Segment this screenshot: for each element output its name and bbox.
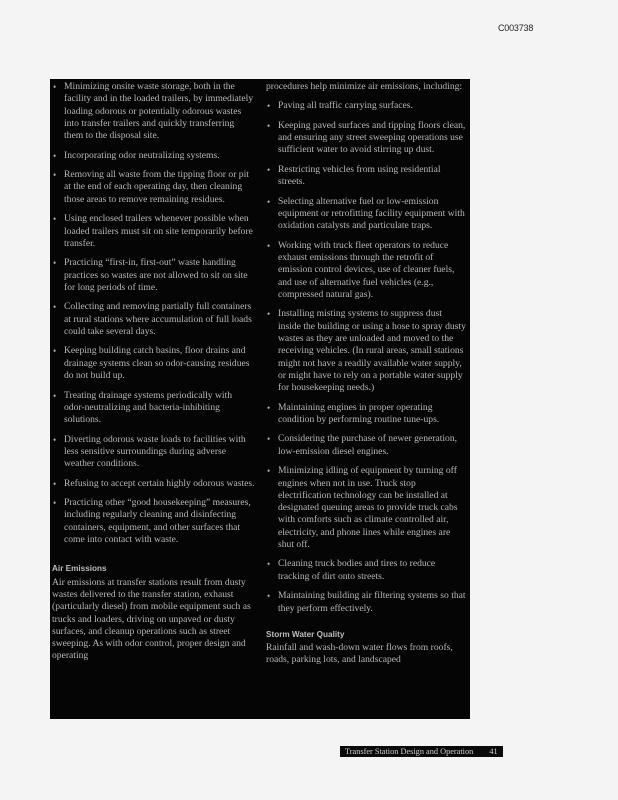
bullet-icon: • xyxy=(267,101,271,112)
bullet-icon: • xyxy=(53,302,57,313)
left-column xyxy=(52,81,255,663)
bullet-text: Installing misting systems to suppress dust inside the building or using a hose to spray dusty wastes as they are unloaded and moved to the receiving vehicles. (In rural areas, small stations might not have a readily available water supply, or might have to rely on a portable water supply for housekeeping needs.) xyxy=(278,308,466,394)
air-emissions-list xyxy=(266,100,467,615)
bullet-item xyxy=(266,164,467,189)
bullet-icon: • xyxy=(267,309,271,320)
air-emissions-heading: Air Emissions xyxy=(52,564,107,574)
bullet-icon: • xyxy=(267,434,271,445)
bullet-item xyxy=(52,434,255,471)
bullet-icon: • xyxy=(53,434,57,445)
bullet-text: Selecting alternative fuel or low-emission equipment or retrofitting facility equipment with oxidation catalysts and particulate traps. xyxy=(278,195,465,232)
bullet-icon: • xyxy=(267,559,271,570)
bullet-item xyxy=(52,301,255,338)
right-column xyxy=(266,81,467,667)
bullet-text: Minimizing idling of equipment by turning off engines when not in use. Truck stop electrification technology can be installed at designated queuing areas to provide truck cabs with comforts such as climate controlled air, electricity, and phone lines while engines are shut off. xyxy=(278,465,458,550)
bullet-icon: • xyxy=(53,258,57,269)
bullet-item xyxy=(266,120,467,157)
footer-title: Transfer Station Design and Operation xyxy=(345,747,474,756)
storm-water-text: Rainfall and wash-down water flows from roofs, roads, parking lots, and landscaped xyxy=(266,642,453,666)
page-number: 41 xyxy=(489,747,498,756)
bullet-icon: • xyxy=(267,240,271,251)
bullet-text: Keeping building catch basins, floor drains and drainage systems clean so odor-causing residues do not build up. xyxy=(64,345,250,382)
bullet-icon: • xyxy=(53,214,57,225)
bullet-item xyxy=(52,390,255,427)
bullet-text: Paving all traffic carrying surfaces. xyxy=(278,100,413,112)
bullet-text: Minimizing onsite waste storage, both in the facility and in the loaded trailers, by immediately loading odorous or potentially odorous wastes into transfer trailers and quickly transferring them to the disposal site. xyxy=(64,81,254,142)
bullet-text: Collecting and removing partially full containers at rural stations where accumulation of full loads could take several days. xyxy=(64,301,252,337)
odor-control-list xyxy=(52,81,255,546)
bullet-item xyxy=(266,240,467,301)
page-footer xyxy=(340,746,503,757)
bullet-text: Maintaining engines in proper operating condition by performing routine tune-ups. xyxy=(278,401,440,425)
bullet-text: Practicing other “good housekeeping” measures, including regularly cleaning and disinfecting containers, equipment, and other surfaces that come into contact with waste. xyxy=(64,497,251,546)
bullet-text: Considering the purchase of newer generation, low-emission diesel engines. xyxy=(278,433,458,457)
bullet-item xyxy=(266,196,467,233)
air-emissions-text: Air emissions at transfer stations result from dusty wastes delivered to the transfer station, exhaust (particularly diesel) from mobile equipment such as trucks and loaders, driving on unpaved or dusty surfaces, and cleanup operations such as street sweeping. As with odor control, proper design and operating xyxy=(52,576,251,662)
bullet-item xyxy=(266,558,467,583)
content-panel xyxy=(50,79,470,719)
bullet-icon: • xyxy=(267,196,271,207)
bullet-text: Cleaning truck bodies and tires to reduce tracking of dirt onto streets. xyxy=(278,558,436,582)
bullet-text: Using enclosed trailers whenever possible when loaded trailers must sit on site temporarily before transfer. xyxy=(64,213,253,249)
bullet-item xyxy=(52,150,255,162)
bullet-item xyxy=(52,213,255,250)
bullet-item xyxy=(52,478,255,490)
bullet-item xyxy=(266,308,467,394)
bullet-item xyxy=(52,169,255,206)
bullet-item xyxy=(52,497,255,546)
bullet-icon: • xyxy=(53,150,57,161)
bullet-item xyxy=(266,100,467,112)
bullet-icon: • xyxy=(267,120,271,131)
bullet-text: Keeping paved surfaces and tipping floors clean, and ensuring any street sweeping operations use sufficient water to avoid stirring up dust. xyxy=(278,119,466,156)
bullet-icon: • xyxy=(53,82,57,92)
bullet-icon: • xyxy=(267,466,271,477)
bullet-text: Working with truck fleet operators to reduce exhaust emissions through the retrofit of emission control devices, use of cleaner fuels, and use of alternative fuel vehicles (e.g., compressed natural gas). xyxy=(278,239,455,300)
bullet-text: Incorporating odor neutralizing systems. xyxy=(64,149,220,161)
bullet-icon: • xyxy=(53,346,57,357)
bullet-text: Refusing to accept certain highly odorous wastes. xyxy=(64,477,255,489)
storm-water-heading: Storm Water Quality xyxy=(266,629,345,639)
document-id: C003738 xyxy=(498,23,534,33)
bullet-text: Maintaining building air filtering systems so that they perform effectively. xyxy=(278,590,466,614)
bullet-item xyxy=(266,465,467,551)
right-intro: procedures help minimize air emissions, including: xyxy=(266,81,463,92)
bullet-item xyxy=(52,257,255,294)
bullet-icon: • xyxy=(53,390,57,401)
bullet-text: Removing all waste from the tipping floor or pit at the end of each operating day, then cleaning those areas to remove remaining residues. xyxy=(64,169,249,205)
bullet-item xyxy=(52,81,255,142)
bullet-item xyxy=(266,433,467,458)
bullet-item xyxy=(266,590,467,615)
bullet-icon: • xyxy=(267,164,271,175)
bullet-text: Treating drainage systems periodically with odor-neutralizing and bacteria-inhibiting solutions. xyxy=(64,389,233,426)
bullet-icon: • xyxy=(267,402,271,413)
bullet-text: Practicing “first-in, first-out” waste handling practices so wastes are not allowed to sit on site for long periods of time. xyxy=(64,257,248,293)
bullet-icon: • xyxy=(53,170,57,181)
bullet-item xyxy=(52,345,255,382)
bullet-icon: • xyxy=(53,498,57,509)
bullet-text: Restricting vehicles from using residential streets. xyxy=(278,163,441,188)
bullet-icon: • xyxy=(267,591,271,602)
bullet-icon: • xyxy=(53,478,57,489)
bullet-text: Diverting odorous waste loads to facilities with less sensitive surroundings during adverse weather conditions. xyxy=(64,433,246,470)
bullet-item xyxy=(266,402,467,427)
